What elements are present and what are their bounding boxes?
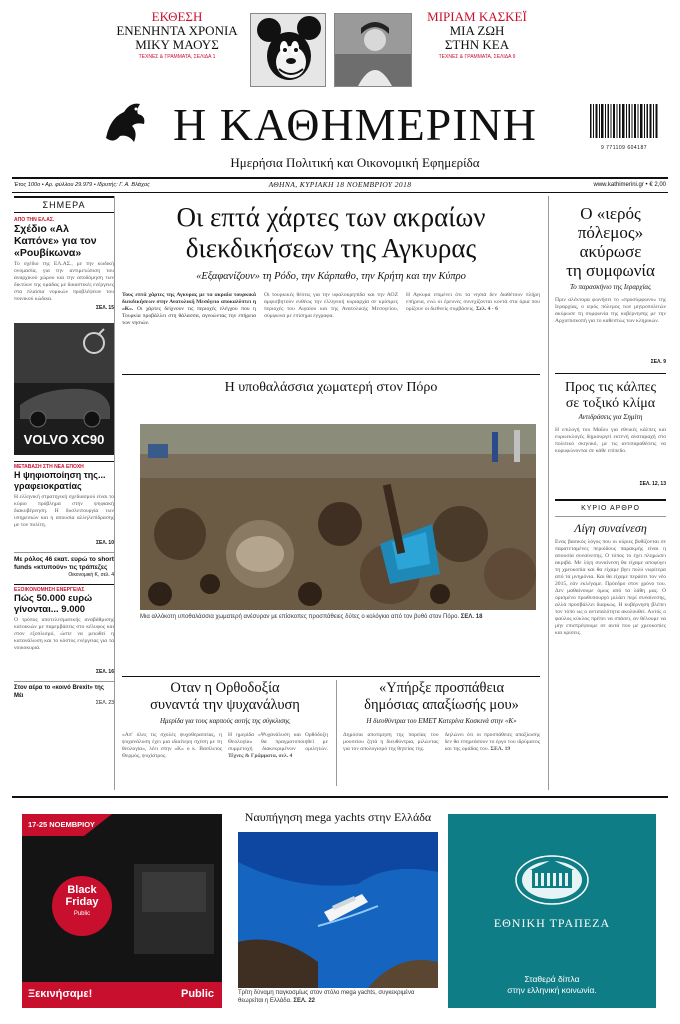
promo-section: ΤΕΧΝΕΣ & ΓΡΑΜΜΑΤΑ, ΣΕΛΙΔΑ 9 [438,54,516,60]
promo-kicker: ΜΙΡΙΑΜ ΚΑΣΚΕΪ [427,9,527,24]
dateline-rule-bottom [12,192,668,193]
ad-badge [52,884,112,920]
ad-badge-l1: Black [67,884,97,896]
left-column [14,196,115,790]
editorial-header: ΚΥΡΙΟ ΑΡΘΡΟ [555,504,666,517]
story-title-l2: σε τοξικό κλίμα [565,396,656,411]
item-body: Το σχέδιο της ΕΛ.ΑΣ., με την κωδική ονομασία, για την αντιμετώπιση του αναρχικού χώρου και την αποδόμηση των δικτύων της ομάδας με δικαστικές ενέργειες στα πλαίσια νομικών προβλέψεων του ποινικού κώδικα. [14,261,114,302]
item-kicker: ΑΠΟ ΤΗΝ ΕΛ.ΑΣ. [14,217,55,223]
promo-kaskei[interactable] [416,10,538,60]
poros-dump-photo [140,424,536,610]
story-dek: Ημερίδα για τους καρπούς αυτής της σύγκλισης [160,717,290,725]
item-body: Η ελληνική στρατηγική σχεδιασμού είναι το κύριο πρόβλημα στην ψηφιακή διακυβέρνηση. Η δυσλειτουργία των υπηρεσιών και η απουσία αλληλεπίδρασης με τον πολίτη. [14,494,114,528]
ad-date: 17-25 ΝΟΕΜΒΡΙΟΥ [28,820,95,829]
lead-headline-line1: Οι επτά χάρτες των ακραίων [176,202,486,232]
bank-tagline [448,974,656,996]
story-dek: Η διευθύντρια του ΕΜΕΤ Κατερίνα Κοσκινά στην «Κ» [366,717,517,725]
item-ref: ΣΕΛ. 16 [95,669,114,675]
price: • € 2,00 [645,182,666,188]
website-link[interactable]: www.kathimerini.gr [593,182,644,188]
section-header-today: ΣΗΜΕΡΑ [14,196,114,213]
bank-brand: ΕΘΝΙΚΗ ΤΡΑΠΕΖΑ [493,916,611,930]
left-item-brexit[interactable] [14,681,114,706]
item-kicker: ΜΕΤΑΒΑΣΗ ΣΤΗ ΝΕΑ ΕΠΟΧΗ [14,464,84,470]
national-bank-ad[interactable] [448,814,656,1008]
photo-caption-ref: ΣΕΛ. 18 [460,614,483,620]
lead-dek: «Εξαφανίζουν» τη Ρόδο, την Κάρπαθο, την Κρήτη και την Κύπρο [196,271,466,282]
story-title-l1: Ο «ιερός [580,204,641,223]
yacht-headline: Ναυπήγηση mega yachts στην Ελλάδα [244,810,432,824]
promo-mickey[interactable] [108,10,246,60]
photo-story-headline: Η υποθαλάσσια χωματερή στον Πόρο [224,380,438,395]
editorial[interactable] [555,499,666,717]
story-title-l1: Προς τις κάλπες [564,380,657,395]
mickey-illustration [250,13,326,87]
promo-title-line2: ΜΙΚΥ ΜΑΟΥΣ [135,37,219,52]
yacht-photo [238,832,438,988]
item-title: Στον αέρα το «κοινό Brexit» της Μέι [14,685,104,699]
story-title-l2: συναντά την ψυχανάλυση [150,697,300,713]
item-title: Πώς 50.000 ευρώ γίνονται... 9.000 [14,593,93,615]
bottom-band-rule [12,796,668,798]
right-story-ballot[interactable] [555,373,666,487]
photo-story-rule [122,374,540,375]
item-title: Με ρόλος 46 εκατ. ευρώ το short funds «κτυπούν» τις τράπεζες [14,556,114,571]
editorial-title: Λίγη συναίνεση [574,521,647,535]
bottom-stories-rule [122,676,540,677]
black-friday-ad[interactable] [22,814,222,1008]
masthead-title: Η ΚΑΘΗΜΕΡΙΝΗ [172,99,538,150]
volvo-ad-brand: VOLVO XC90 [23,432,105,447]
story-body [122,732,328,786]
lead-story[interactable] [122,202,540,284]
editorial-body: Ενας βασικός λόγος που οι κύριες βυθίζονται σε παρατεταμένες περιόδους παρακμής είναι η απουσία συναίνεσης. Ο τόπος το έχει πληρώσει ακριβά. Με λίγη συναίνεση θα είχαμε αποφύγει τη χρεοκοπία και θα είχαμε βγει πολύ νωρίτερα από τα μνημόνια. Και θα είχαμε περάσει τον νέο 2015, εάν εκλέγαμε. Πρόεδρο στον χρόνο του. Δεν μαθαίνουμε όμως από τα λάθη μας. Ο ορισμένο πρωθυπουργό μιλάει περί συναίνεσης, αλλά προσβάλλει διαρκώς. Η κυβέρνηση βλέπει τον τόπο ως ο αντιπαλότητα ακολουθεί. Αυτός ο φαύλος κύκλος πρέπει να σπάσει, αν θέλουμε να μην επιστρέψουμε σε αυτά που με χρεοκοπίες και κρίσεις. [555,539,666,636]
left-item-energy[interactable] [14,584,114,675]
lead-headline-line2: διεκδικήσεων της Αγκυρας [185,233,477,263]
promo-kicker: ΕΚΘΕΣΗ [151,9,203,24]
promo-title-line1: ΜΙΑ ΖΩΗ [449,23,505,38]
story-title-l3: ακύρωσε [579,242,642,261]
lead-body-start: Τους επτά χάρτες της Αγκυρας με τα ακραία τουρκικά διεκδικήσεων στην Ανατολική Μεσόγειο αποκαλύπτει η «Κ». [122,292,256,312]
item-body: Ο τρόπος αποτελεσματικής αναβάθμισης κατοικιών με παρεμβάσεις στο κέλυφος και στον εξοπλισμό, ώστε να μειωθεί η κατανάλωση και το κόστος ενέργειας για τα νοικοκυριά. [14,617,114,651]
story-ref: Τέχνες & Γράμματα, σελ. 4 [228,753,293,759]
dateline-web [540,181,666,189]
item-ref: ΣΕΛ. 15 [95,305,114,311]
item-title: Η ψηφιοποίηση της... γραφειοκρατίας [14,470,106,491]
dateline-issue: Έτος 100ο • Αρ. φύλλου 29.979 • Ιδρυτής: Γ. Α. Βλάχος [14,182,150,188]
left-item-digitization[interactable] [14,461,114,546]
bank-tagline-l1: Σταθερά δίπλα [524,974,580,984]
masthead-logo-icon [100,98,150,150]
story-ref: ΣΕΛ. 12, 13 [639,481,666,487]
story-dek: Το παρασκήνιο της Ιεραρχίας [570,283,651,291]
item-title: Σχέδιο «Αλ Καπόνε» για τον «Ρουβίκωνα» [14,223,97,259]
lead-refs: Σελ. 4 - 6 [476,306,498,312]
lead-body [122,292,540,370]
volvo-ad[interactable] [14,323,114,455]
barcode-number: 9 771109 604187 [600,145,648,151]
photo-caption-text: Μια αλλόκοτη υποθαλάσσια χωματερή ανέσυραν με επίσκοπες προσπάθειες δύτες ο κολόγκιο από τον βυθό στον Πόρο. [140,614,460,620]
story-body-col1: «Απ' όλες τις σχολές ψυχοθεραπείας, η ψυχανάλυση έχει μια ιδιαίτερη σχέση με τη θεολογία», λέει στην «Κ» ο κ. Βασίλειος Θερμός, ψυχίατρος. [122,732,222,759]
left-item-kapone[interactable] [14,217,114,311]
yacht-caption-text: Τρίτη δύναμη παγκοσμίως στον στόλο mega yachts, συγκεκριμένα θεωρείται η Ελλάδα. [238,990,415,1004]
yacht-caption-ref: ΣΕΛ. 22 [293,997,316,1004]
story-dek: Αντιδράσεις για Σημίτη [578,413,643,421]
ad-badge-l2: Friday [65,896,99,908]
story-koskina[interactable] [336,680,540,786]
dateline-date: ΑΘΗΝΑ, ΚΥΡΙΑΚΗ 18 ΝΟΕΜΒΡΙΟΥ 2018 [268,180,412,189]
left-item-short-funds[interactable] [14,552,114,578]
masthead-subtitle: Ημερήσια Πολιτική και Οικονομική Εφημερίδα [230,155,480,170]
lead-body-col2: Οι τουρκικές θέσεις για την υφαλοκρηπίδα και την ΑΟΖ αμφισβητούν ευθέως την ελληνική κυριαρχία σε κρίσιμες περιοχές του Αιγαίου και της Ανατολικής Μεσογείου, σύμφωνα με επίσημα έγγραφα. [264,292,398,319]
item-kicker: ΕΞΟΙΚΟΝΟΜΗΣΗ ΕΝΕΡΓΕΙΑΣ [14,587,85,593]
story-ref: ΣΕΛ. 9 [650,359,666,365]
story-body [343,732,540,786]
ad-brand: Public [180,988,214,1000]
story-title-l1: Οταν η Ορθοδοξία [170,680,280,696]
ad-cta: Ξεκινήσαμε! [28,988,93,1000]
story-title-l4: τη συμφωνία [566,261,655,280]
dateline-rule-top [12,177,668,179]
story-title-l1: «Υπήρξε προσπάθεια [378,680,505,696]
story-body-col2: Η ημερίδα «Ψυχανάλυση και Ορθόδοξη Θεολογία» θα πραγματοποιηθεί με συμμετοχή διακεκριμένων ομιλητών. Τέχνες & Γράμματα, σελ. 4 [228,732,328,759]
lead-body-col1: Τους επτά χάρτες της Αγκυρας με τα ακραία τουρκικά διεκδικήσεων στην Ανατολική Μεσόγειο αποκαλύπτει η «Κ». Οι χάρτες δείχνουν τις περιοχές ελέγχου που η Τουρκία προβάλλει στη θάλασσα, αγνοώντας την επήρεια των νησιών. [122,292,256,326]
story-body-col2: Δηλώνει ότι οι προσπάθειες απαξίωσης δεν θα επηρεάσουν το έργο του ιδρύματος και της ομάδας του. ΣΕΛ. 19 [444,732,540,752]
story-body: Η επιλογή του Μαΐου για εθνικές κάλπες και ευρωεκλογές δημιουργεί εκτενή αναταραχή στο πολιτικό σκηνικό, με τις αντιπαραθέσεις να κορυφώνονται σε κάθε επίπεδο. [555,427,666,454]
promo-title-line2: ΣΤΗΝ ΚΕΑ [444,37,510,52]
promo-title-line1: ΕΝΕΝΗΝΤΑ ΧΡΟΝΙΑ [116,23,238,38]
story-title-l2: πόλεμος» [577,223,644,242]
right-column [548,196,666,790]
item-ref: Οικονομική Κ, σελ. 4 [68,572,114,578]
barcode [588,102,660,151]
story-body-col1: Δημόσια αποτίμηση της πορείας του μουσείου ζητά η διευθύντρια, μιλώντας για τον απολογισμό της θητείας της. [343,732,439,752]
right-story-holy-war[interactable] [555,196,666,365]
story-orthodoxy[interactable] [122,680,328,786]
photo-caption [140,614,536,622]
bank-tagline-l2: στην ελληνική κοινωνία. [507,985,597,995]
item-ref: ΣΕΛ. 23 [95,700,114,706]
yacht-caption [238,990,438,1005]
story-title-l2: δημόσιας απαξίωσής μου» [364,697,519,713]
promo-section: ΤΕΧΝΕΣ & ΓΡΑΜΜΑΤΑ, ΣΕΛΙΔΑ 1 [138,54,216,60]
story-ref: ΣΕΛ. 19 [490,746,511,752]
kaskei-photo [334,13,412,87]
item-ref: ΣΕΛ. 10 [95,540,114,546]
lead-body-col3: Η Αγκυρα επιμένει ότι τα νησιά δεν διαθέτουν πλήρη επήρεια, ενώ οι έρευνες συνεχίζονται κοντά στα όρια που ορίζουν οι διεθνείς συμβάσεις. Σελ. 4 - 6 [406,292,540,312]
ad-badge-l3: Public [73,911,91,917]
story-body: Πριν αλέκτορα φωνήσει το «προσύμφωνο» της Ιεραρχίας, ο ιερός πόλεμος των μητροπολιτών ακύρωσε τη συμφωνία της κυβέρνησης με την Αρχιεπισκοπή για το καθεστώς των κληρικών. [555,297,666,324]
